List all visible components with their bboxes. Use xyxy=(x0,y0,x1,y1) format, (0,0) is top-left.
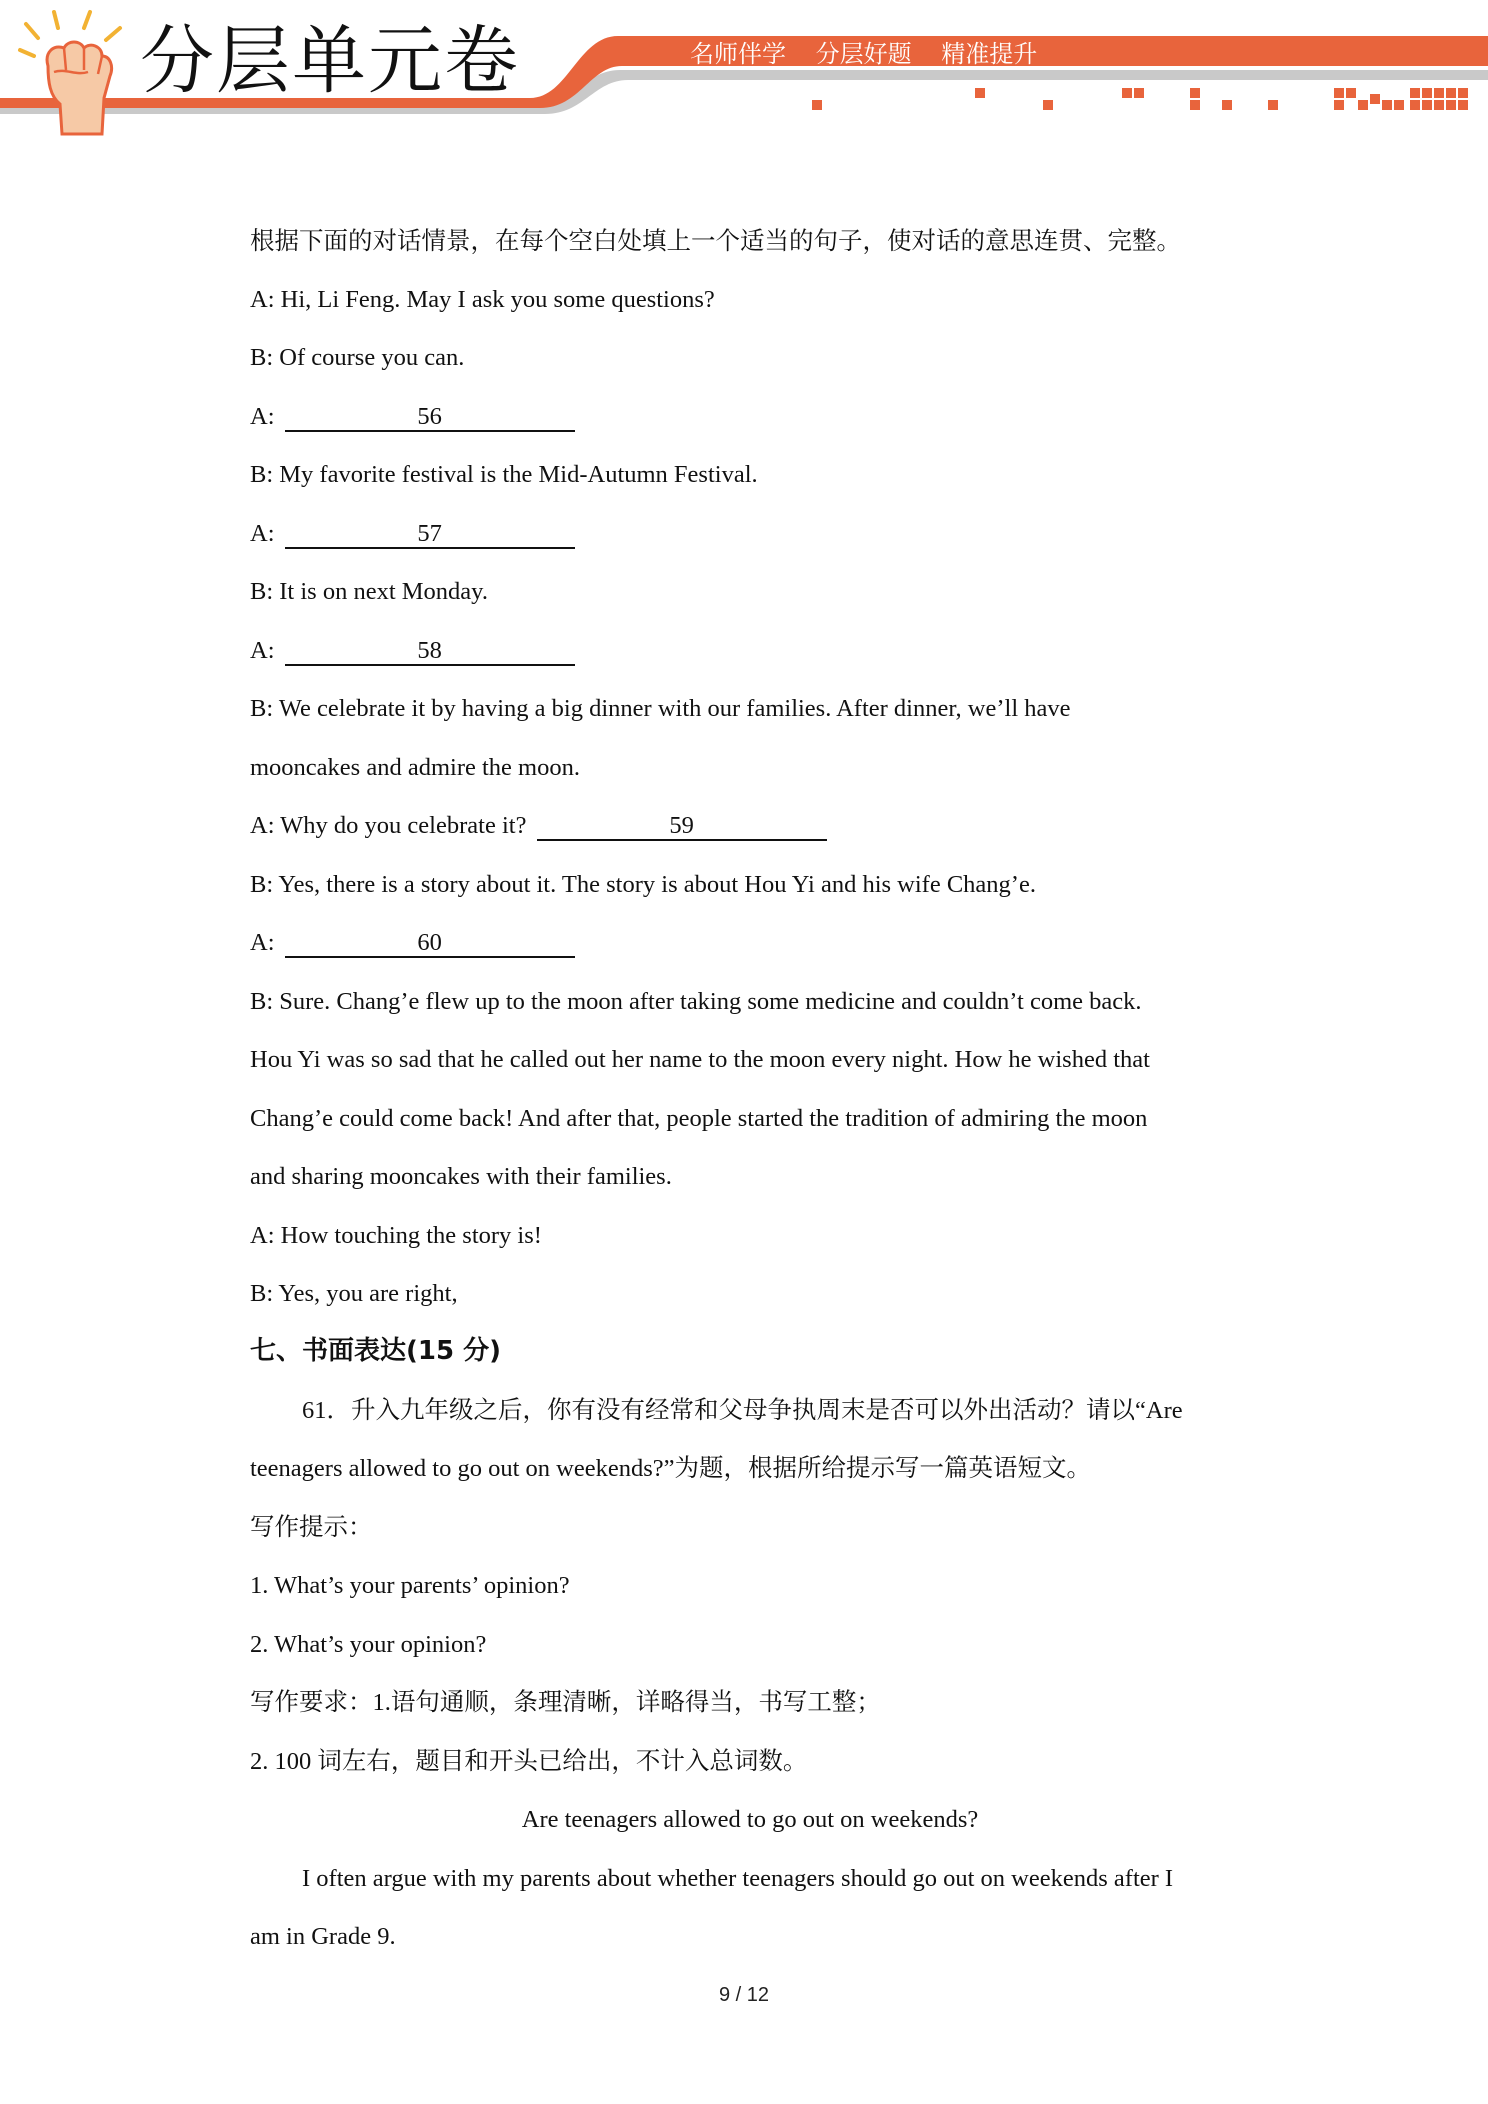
speaker-label: A: xyxy=(250,403,281,430)
dialogue-line: B: Of course you can. xyxy=(250,344,465,371)
dialogue-text: A: Why do you celebrate it? xyxy=(250,812,533,839)
requirement-text: 2. 100 词左右，题目和开头已给出，不计入总词数。 xyxy=(250,1748,808,1775)
hint-item: 1. What’s your parents’ opinion? xyxy=(250,1572,570,1599)
answer-blank-56[interactable]: 56 xyxy=(285,404,575,432)
dialogue-line: B: Yes, you are right, xyxy=(250,1280,458,1307)
header-slogan xyxy=(690,36,1059,72)
dialogue-line xyxy=(250,926,575,960)
dialogue-line: Hou Yi was so sad that he called out her name to the moon every night. How he wished that xyxy=(250,1046,1150,1073)
answer-blank-58[interactable]: 58 xyxy=(285,638,575,666)
dialogue-line xyxy=(250,400,575,434)
dialogue-line: B: It is on next Monday. xyxy=(250,578,488,605)
dialogue-line: mooncakes and admire the moon. xyxy=(250,754,580,781)
dialogue-line: B: Yes, there is a story about it. The story is about Hou Yi and his wife Chang’e. xyxy=(250,871,1036,898)
slogan-item: 名师伴学 xyxy=(690,40,786,68)
slogan-item: 分层好题 xyxy=(815,40,912,68)
raised-fist-icon xyxy=(14,8,134,136)
essay-text: am in Grade 9. xyxy=(250,1923,396,1950)
dialogue-line: and sharing mooncakes with their families. xyxy=(250,1163,672,1190)
hints-label: 写作提示： xyxy=(250,1514,373,1541)
question-text: teenagers allowed to go out on weekends?”为题，根据所给提示写一篇英语短文。 xyxy=(250,1455,1092,1482)
requirement-text: 写作要求：1.语句通顺，条理清晰，详略得当，书写工整； xyxy=(250,1689,881,1716)
dialogue-line: A: Hi, Li Feng. May I ask you some questions? xyxy=(250,286,715,313)
speaker-label: A: xyxy=(250,929,281,956)
section-title: 七、书面表达(15 分) xyxy=(250,1336,501,1366)
essay-text: I often argue with my parents about whether teenagers should go out on weekends after I xyxy=(302,1865,1174,1892)
dialogue-line xyxy=(250,634,575,668)
page-number: 9 / 12 xyxy=(718,1984,770,2006)
answer-blank-59[interactable]: 59 xyxy=(537,813,827,841)
dialogue-line: B: Sure. Chang’e flew up to the moon after taking some medicine and couldn’t come back. xyxy=(250,988,1142,1015)
dialogue-line: B: We celebrate it by having a big dinner with our families. After dinner, we’ll have xyxy=(250,695,1071,722)
page-header xyxy=(0,0,1488,140)
hint-item: 2. What’s your opinion? xyxy=(250,1631,487,1658)
dialogue-line: A: How touching the story is! xyxy=(250,1222,542,1249)
slogan-item: 精准提升 xyxy=(941,40,1038,68)
dialogue-line: B: My favorite festival is the Mid-Autumn Festival. xyxy=(250,461,758,488)
question-text: 61．升入九年级之后，你有没有经常和父母争执周末是否可以外出活动？请以“Are xyxy=(302,1397,1183,1424)
dialogue-line xyxy=(250,809,827,843)
dialogue-line xyxy=(250,517,575,551)
answer-blank-57[interactable]: 57 xyxy=(285,521,575,549)
answer-blank-60[interactable]: 60 xyxy=(285,930,575,958)
dialogue-line: Chang’e could come back! And after that, people started the tradition of admiring the moon xyxy=(250,1105,1148,1132)
brand-title: 分层单元卷 xyxy=(140,18,520,104)
speaker-label: A: xyxy=(250,520,281,547)
speaker-label: A: xyxy=(250,637,281,664)
essay-title: Are teenagers allowed to go out on weekends? xyxy=(521,1806,979,1833)
dialogue-instruction: 根据下面的对话情景，在每个空白处填上一个适当的句子，使对话的意思连贯、完整。 xyxy=(250,228,1181,255)
